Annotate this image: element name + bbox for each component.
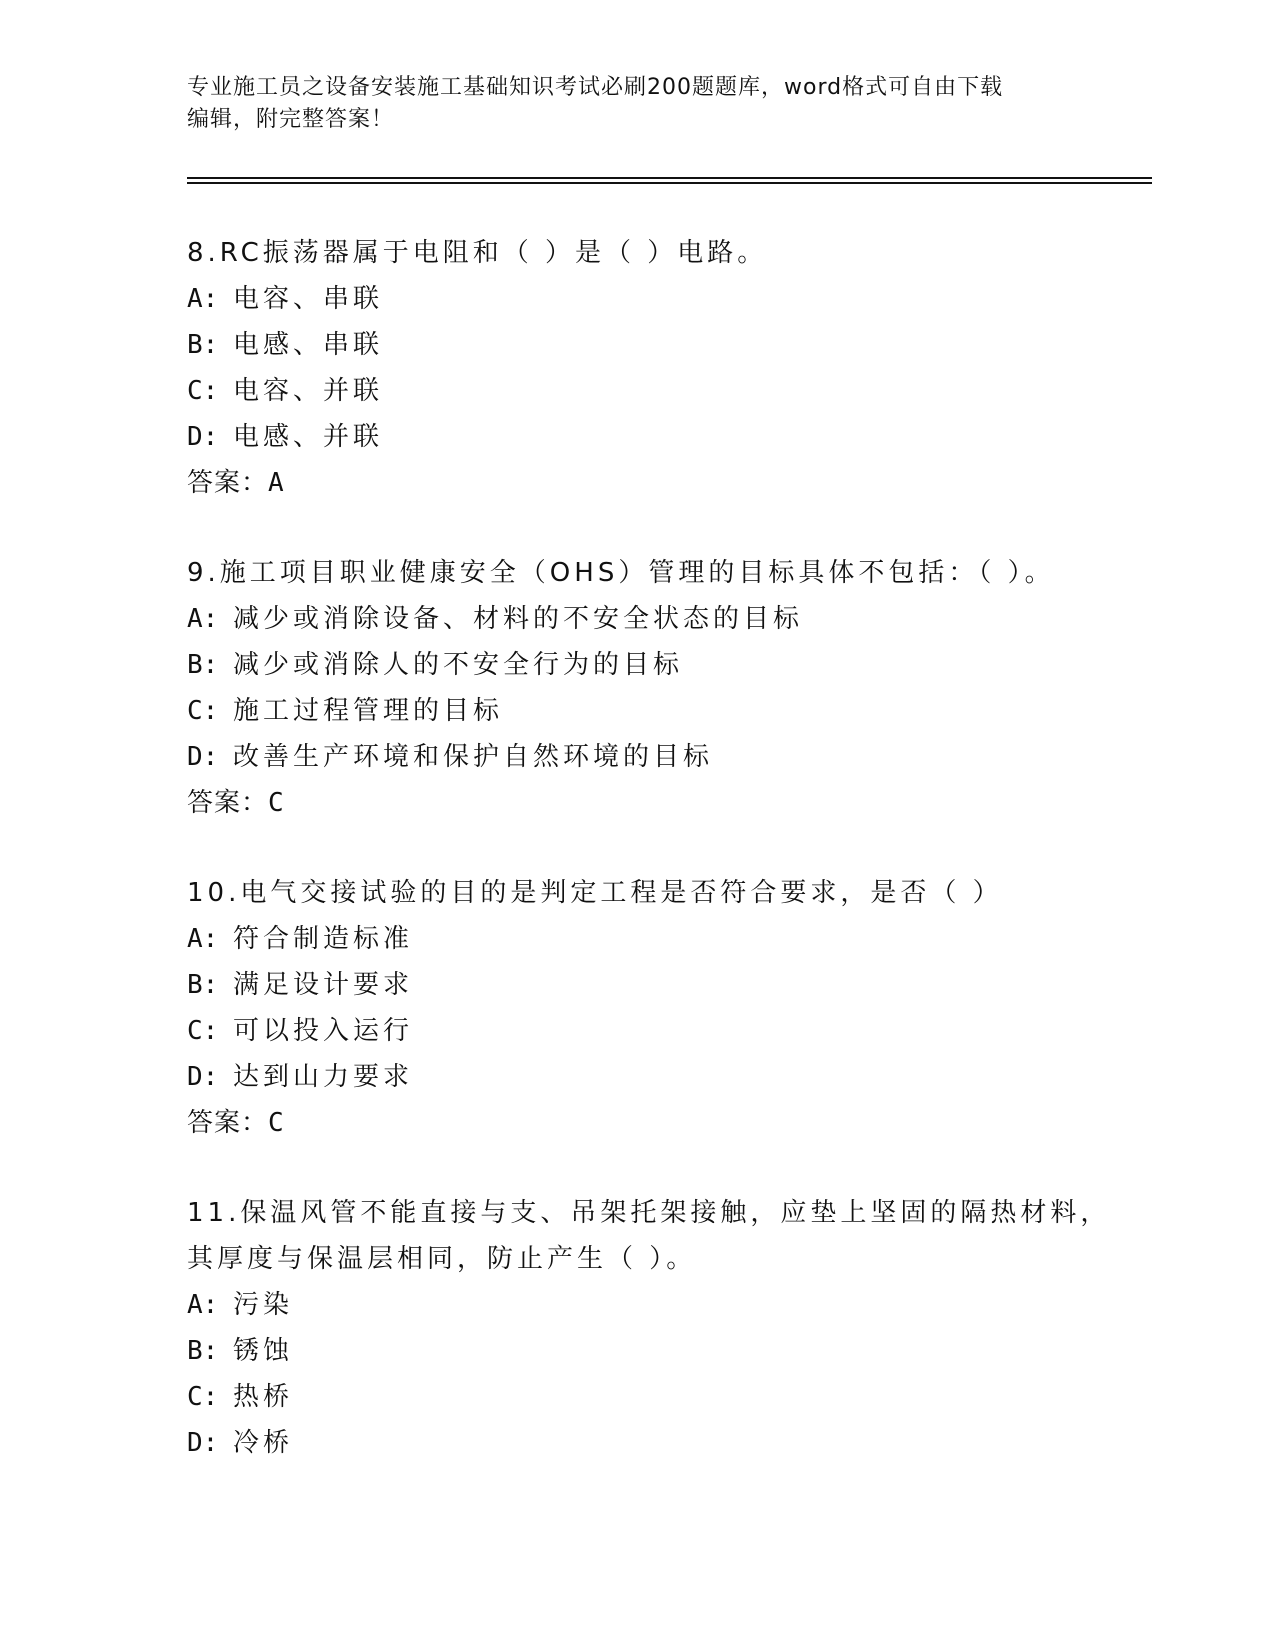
option-text: 电容、并联	[233, 376, 384, 406]
question-11	[187, 1190, 1111, 1466]
question-text: 10.电气交接试验的目的是判定工程是否符合要求，是否（ ）	[187, 878, 1003, 908]
option-text: 可以投入运行	[233, 1016, 414, 1046]
option-d	[187, 1420, 1087, 1466]
option-letter: D:	[187, 742, 219, 772]
option-text: 达到山力要求	[233, 1062, 414, 1092]
option-letter: A:	[187, 604, 219, 634]
question-text-line-1: 11.保温风管不能直接与支、吊架托架接触，应垫上坚固的隔热材料，	[187, 1198, 1111, 1228]
answer-value: C	[268, 788, 285, 818]
option-d	[187, 734, 1087, 780]
option-text: 电感、并联	[233, 422, 384, 452]
answer-line	[187, 460, 1087, 506]
option-b	[187, 962, 1087, 1008]
option-letter: B:	[187, 330, 219, 360]
option-text: 减少或消除人的不安全行为的目标	[233, 650, 684, 680]
option-b	[187, 642, 1087, 688]
option-text: 符合制造标准	[233, 924, 414, 954]
option-a	[187, 916, 1087, 962]
option-a	[187, 596, 1087, 642]
option-letter: C:	[187, 1382, 219, 1412]
document-header	[187, 72, 1087, 136]
option-text: 满足设计要求	[233, 970, 414, 1000]
option-letter: D:	[187, 1062, 219, 1092]
question-text-line-2: 其厚度与保温层相同，防止产生（ ）。	[187, 1244, 697, 1274]
option-a	[187, 1282, 1087, 1328]
option-text: 锈蚀	[233, 1336, 294, 1366]
option-text: 电感、串联	[233, 330, 384, 360]
option-d	[187, 414, 1087, 460]
option-letter: C:	[187, 696, 219, 726]
option-letter: A:	[187, 284, 219, 314]
option-letter: B:	[187, 970, 219, 1000]
header-divider-top	[187, 177, 1152, 179]
option-d	[187, 1054, 1087, 1100]
option-text: 电容、串联	[233, 284, 384, 314]
answer-label: 答案：	[187, 788, 269, 818]
question-9	[187, 550, 1087, 826]
option-letter: A:	[187, 924, 219, 954]
answer-value: C	[268, 1108, 285, 1138]
option-text: 污染	[233, 1290, 294, 1320]
answer-label: 答案：	[187, 1108, 269, 1138]
answer-label: 答案：	[187, 468, 269, 498]
option-text: 改善生产环境和保护自然环境的目标	[233, 742, 714, 772]
option-text: 减少或消除设备、材料的不安全状态的目标	[233, 604, 804, 634]
option-b	[187, 1328, 1087, 1374]
option-letter: A:	[187, 1290, 219, 1320]
option-letter: D:	[187, 422, 219, 452]
option-text: 冷桥	[233, 1428, 294, 1458]
option-c	[187, 1374, 1087, 1420]
option-b	[187, 322, 1087, 368]
answer-value: A	[268, 468, 285, 498]
header-divider-bottom	[187, 182, 1152, 184]
question-10	[187, 870, 1087, 1146]
option-letter: C:	[187, 376, 219, 406]
option-c	[187, 688, 1087, 734]
option-text: 热桥	[233, 1382, 294, 1412]
question-8	[187, 230, 1087, 506]
option-letter: C:	[187, 1016, 219, 1046]
option-letter: B:	[187, 650, 219, 680]
option-a	[187, 276, 1087, 322]
answer-line	[187, 1100, 1087, 1146]
question-text: 8.RC振荡器属于电阻和（ ）是（ ）电路。	[187, 238, 768, 268]
option-c	[187, 368, 1087, 414]
option-letter: B:	[187, 1336, 219, 1366]
question-text: 9.施工项目职业健康安全（OHS）管理的目标具体不包括：（ ）。	[187, 558, 1055, 588]
header-line-1: 专业施工员之设备安装施工基础知识考试必刷200题题库，word格式可自由下载	[187, 75, 1004, 100]
option-c	[187, 1008, 1087, 1054]
answer-line	[187, 780, 1087, 826]
option-letter: D:	[187, 1428, 219, 1458]
header-line-2: 编辑，附完整答案！	[187, 107, 395, 132]
option-text: 施工过程管理的目标	[233, 696, 504, 726]
